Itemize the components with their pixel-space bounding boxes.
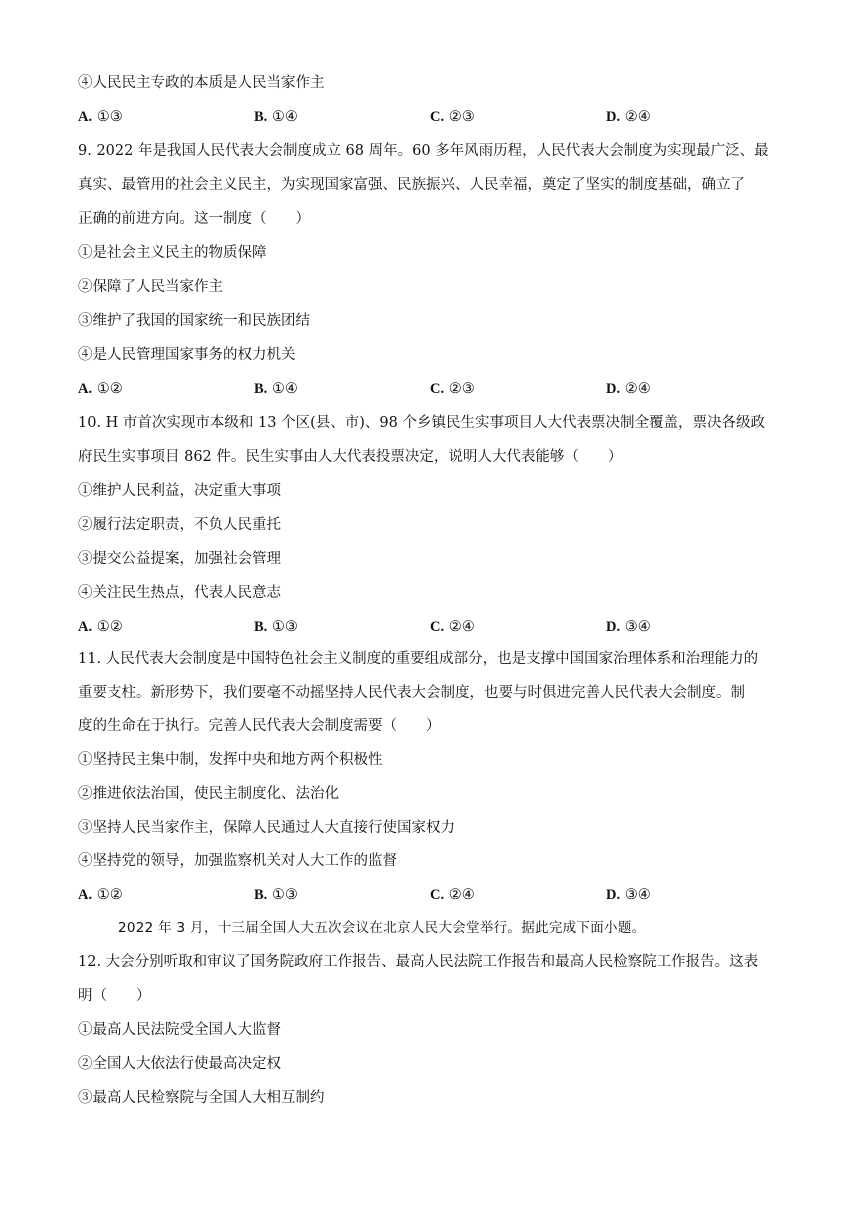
q10-options bbox=[78, 617, 778, 637]
q9-item-4: ④是人民管理国家事务的权力机关 bbox=[78, 347, 296, 363]
q12-item-2: ②全国人大依法行使最高决定权 bbox=[78, 1056, 281, 1072]
q10-option-d[interactable]: D. ③④ bbox=[606, 619, 651, 635]
q10-item-2: ②履行法定职责，不负人民重托 bbox=[78, 517, 281, 533]
q11-option-b[interactable]: B. ①③ bbox=[254, 887, 298, 903]
q11-option-a[interactable]: A. ①② bbox=[78, 887, 123, 903]
q11-item-1: ①坚持民主集中制，发挥中央和地方两个积极性 bbox=[78, 752, 383, 768]
q9-option-a[interactable]: A. ①② bbox=[78, 381, 123, 397]
q11-stem-line-3: 度的生命在于执行。完善人民代表大会制度需要（ ） bbox=[78, 718, 441, 734]
q10-stem-line-2: 府民生实事项目 862 件。民生实事由人大代表投票决定，说明人大代表能够（ ） bbox=[78, 449, 623, 465]
q9-option-b[interactable]: B. ①④ bbox=[254, 381, 298, 397]
q10-option-b[interactable]: B. ①③ bbox=[254, 619, 298, 635]
q10-option-c[interactable]: C. ②④ bbox=[430, 619, 475, 635]
q9-options bbox=[78, 379, 778, 399]
q10-item-3: ③提交公益提案，加强社会管理 bbox=[78, 551, 281, 567]
q10-option-a[interactable]: A. ①② bbox=[78, 619, 123, 635]
q8-item-4: ④人民民主专政的本质是人民当家作主 bbox=[78, 75, 325, 91]
q10-stem-line-1: 10. H 市首次实现市本级和 13 个区(县、市)、98 个乡镇民生实事项目人大代表票决制全覆盖，票决各级政 bbox=[78, 415, 765, 431]
q11-stem-line-1: 11. 人民代表大会制度是中国特色社会主义制度的重要组成部分，也是支撑中国国家治理体系和治理能力的 bbox=[78, 651, 759, 667]
q9-stem-line-2: 真实、最管用的社会主义民主，为实现国家富强、民族振兴、人民幸福，奠定了坚实的制度基础，确立了 bbox=[78, 177, 745, 193]
q9-option-c[interactable]: C. ②③ bbox=[430, 381, 475, 397]
q11-option-d[interactable]: D. ③④ bbox=[606, 887, 651, 903]
q12-stem-line-2: 明（ ） bbox=[78, 988, 151, 1004]
q9-item-2: ②保障了人民当家作主 bbox=[78, 279, 223, 295]
q11-item-3: ③坚持人民当家作主，保障人民通过人大直接行使国家权力 bbox=[78, 820, 455, 836]
q8-option-a[interactable]: A. ①③ bbox=[78, 109, 123, 125]
shared-material-text: 2022 年 3 月，十三届全国人大五次会议在北京人民大会堂举行。据此完成下面小题。 bbox=[118, 920, 646, 936]
q10-item-4: ④关注民生热点，代表人民意志 bbox=[78, 585, 281, 601]
q8-options bbox=[78, 107, 778, 127]
q9-item-1: ①是社会主义民主的物质保障 bbox=[78, 245, 267, 261]
q11-option-c[interactable]: C. ②④ bbox=[430, 887, 475, 903]
q11-stem-line-2: 重要支柱。新形势下，我们要毫不动摇坚持人民代表大会制度，也要与时俱进完善人民代表大会制度。制 bbox=[78, 685, 745, 701]
q11-options bbox=[78, 885, 778, 905]
q9-stem-line-1: 9. 2022 年是我国人民代表大会制度成立 68 周年。60 多年风雨历程，人民代表大会制度为实现最广泛、最 bbox=[78, 143, 769, 159]
q12-item-3: ③最高人民检察院与全国人大相互制约 bbox=[78, 1090, 325, 1106]
q11-item-2: ②推进依法治国，使民主制度化、法治化 bbox=[78, 786, 339, 802]
q11-item-4: ④坚持党的领导，加强监察机关对人大工作的监督 bbox=[78, 853, 397, 869]
q8-option-d[interactable]: D. ②④ bbox=[606, 109, 651, 125]
q12-item-1: ①最高人民法院受全国人大监督 bbox=[78, 1022, 281, 1038]
q9-option-d[interactable]: D. ②④ bbox=[606, 381, 651, 397]
q9-item-3: ③维护了我国的国家统一和民族团结 bbox=[78, 313, 310, 329]
q9-stem-line-3: 正确的前进方向。这一制度（ ） bbox=[78, 211, 310, 227]
q8-option-c[interactable]: C. ②③ bbox=[430, 109, 475, 125]
q10-item-1: ①维护人民利益，决定重大事项 bbox=[78, 483, 281, 499]
q8-option-b[interactable]: B. ①④ bbox=[254, 109, 298, 125]
q12-stem-line-1: 12. 大会分别听取和审议了国务院政府工作报告、最高人民法院工作报告和最高人民检察院工作报告。这表 bbox=[78, 954, 759, 970]
